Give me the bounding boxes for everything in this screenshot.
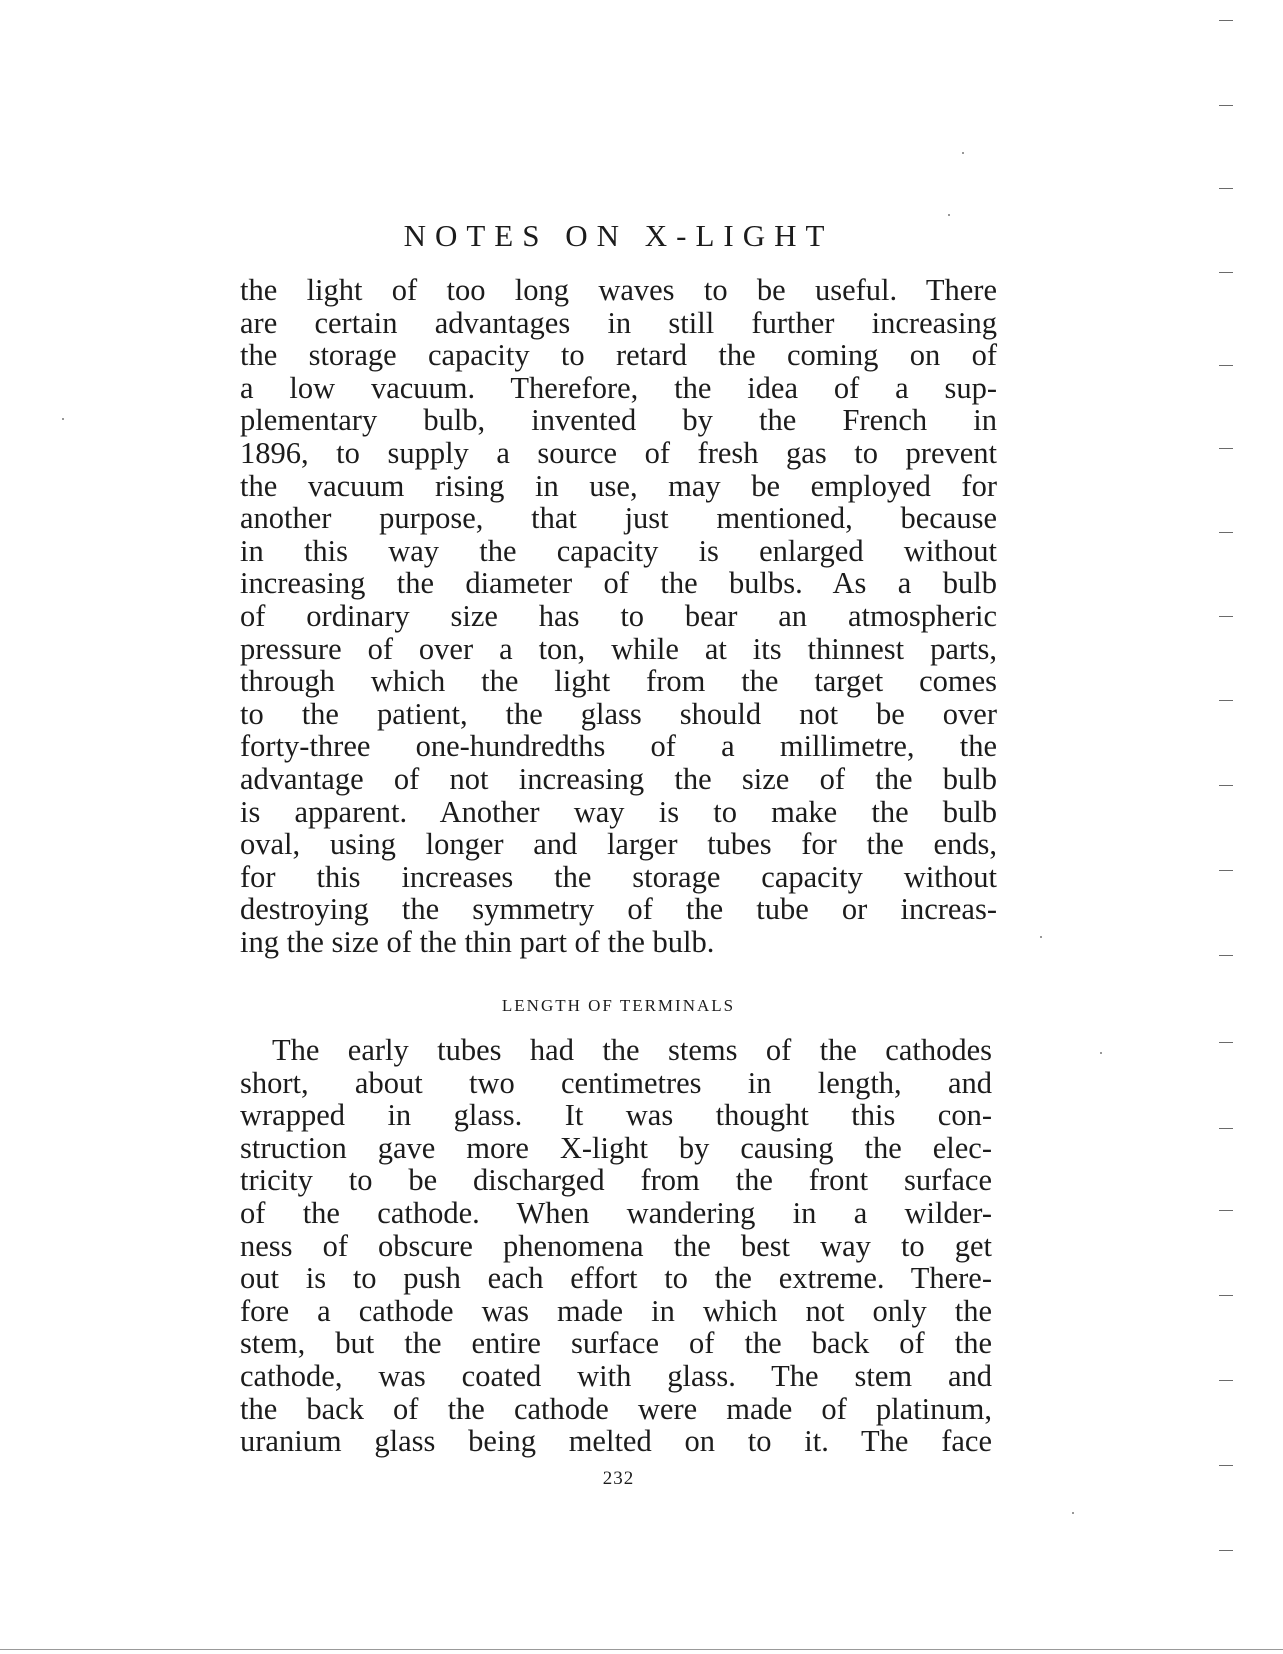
scan-edge-mark bbox=[1219, 1042, 1233, 1043]
text-line: in this way the capacity is enlarged without bbox=[240, 533, 997, 568]
text-line: the back of the cathode were made of platinum, bbox=[240, 1391, 992, 1426]
scan-speck bbox=[62, 418, 64, 420]
scan-edge-mark bbox=[1219, 532, 1233, 533]
scan-edge-mark bbox=[1219, 1380, 1233, 1381]
text-line: the storage capacity to retard the coming on of bbox=[240, 338, 997, 373]
section-heading: LENGTH OF TERMINALS bbox=[501, 996, 736, 1015]
text-line: through which the light from the target comes bbox=[240, 664, 997, 699]
scan-edge-mark bbox=[1219, 448, 1233, 449]
text-line: destroying the symmetry of the tube or increas- bbox=[240, 892, 997, 927]
text-line: pressure of over a ton, while at its thinnest parts, bbox=[240, 631, 997, 666]
text-line: the vacuum rising in use, may be employed for bbox=[240, 468, 997, 503]
text-line: another purpose, that just mentioned, because bbox=[240, 501, 997, 536]
text-line: of ordinary size has to bear an atmospheric bbox=[240, 598, 997, 633]
text-line: advantage of not increasing the size of the bulb bbox=[240, 761, 997, 796]
scan-speck bbox=[1100, 1052, 1102, 1054]
scan-edge-mark bbox=[1219, 616, 1233, 617]
scan-edge-mark bbox=[1219, 870, 1233, 871]
text-line: for this increases the storage capacity without bbox=[240, 859, 997, 894]
text-line: out is to push each effort to the extreme. There- bbox=[240, 1261, 992, 1296]
text-line: of the cathode. When wandering in a wilder- bbox=[240, 1195, 992, 1230]
text-line: uranium glass being melted on to it. The face bbox=[240, 1424, 992, 1459]
text-line: forty-three one-hundredths of a millimetre, the bbox=[240, 729, 997, 764]
scan-speck bbox=[948, 214, 950, 216]
scan-edge-mark bbox=[1219, 1210, 1233, 1211]
scan-edge-mark bbox=[1219, 365, 1233, 366]
scan-edge-mark bbox=[1219, 700, 1233, 701]
scan-speck bbox=[1040, 936, 1042, 938]
text-line: oval, using longer and larger tubes for the ends, bbox=[240, 827, 997, 862]
body-paragraph-1 bbox=[240, 274, 997, 958]
scan-bottom-edge bbox=[0, 1649, 1283, 1650]
body-paragraph-2 bbox=[240, 1034, 992, 1458]
scan-edge-mark bbox=[1219, 955, 1233, 956]
text-line: fore a cathode was made in which not only the bbox=[240, 1293, 992, 1328]
text-line: to the patient, the glass should not be over bbox=[240, 696, 997, 731]
text-line: The early tubes had the stems of the cathodes bbox=[272, 1033, 992, 1067]
running-head: NOTES ON X-LIGHT bbox=[403, 218, 834, 253]
text-line: struction gave more X-light by causing the elec- bbox=[240, 1130, 992, 1165]
scan-edge-mark bbox=[1219, 188, 1233, 189]
scan-edge-mark bbox=[1219, 20, 1233, 21]
scan-edge-marks bbox=[1219, 20, 1235, 1620]
scan-edge-mark bbox=[1219, 272, 1233, 273]
scan-edge-mark bbox=[1219, 1295, 1233, 1296]
text-line: tricity to be discharged from the front surface bbox=[240, 1163, 992, 1198]
text-line: wrapped in glass. It was thought this con- bbox=[240, 1098, 992, 1133]
scan-edge-mark bbox=[1219, 785, 1233, 786]
scan-edge-mark bbox=[1219, 1465, 1233, 1466]
page-number: 232 bbox=[602, 1468, 635, 1489]
text-line: a low vacuum. Therefore, the idea of a sup- bbox=[240, 370, 997, 405]
text-line: the light of too long waves to be useful. There bbox=[240, 273, 997, 307]
text-line: ness of obscure phenomena the best way to get bbox=[240, 1228, 992, 1263]
text-line: increasing the diameter of the bulbs. As a bulb bbox=[240, 566, 997, 601]
text-line: 1896, to supply a source of fresh gas to prevent bbox=[240, 435, 997, 470]
text-line: cathode, was coated with glass. The stem and bbox=[240, 1358, 992, 1393]
text-line: short, about two centimetres in length, and bbox=[240, 1065, 992, 1100]
scan-edge-mark bbox=[1219, 1128, 1233, 1129]
scan-speck bbox=[1072, 1512, 1074, 1514]
text-line: is apparent. Another way is to make the bulb bbox=[240, 794, 997, 829]
text-line: stem, but the entire surface of the back of the bbox=[240, 1326, 992, 1361]
text-line: plementary bulb, invented by the French in bbox=[240, 403, 997, 438]
scan-edge-mark bbox=[1219, 1550, 1233, 1551]
scan-speck bbox=[962, 152, 964, 154]
text-line: ing the size of the thin part of the bulb. bbox=[240, 924, 715, 959]
scan-edge-mark bbox=[1219, 105, 1233, 106]
text-line: are certain advantages in still further increasing bbox=[240, 305, 997, 340]
